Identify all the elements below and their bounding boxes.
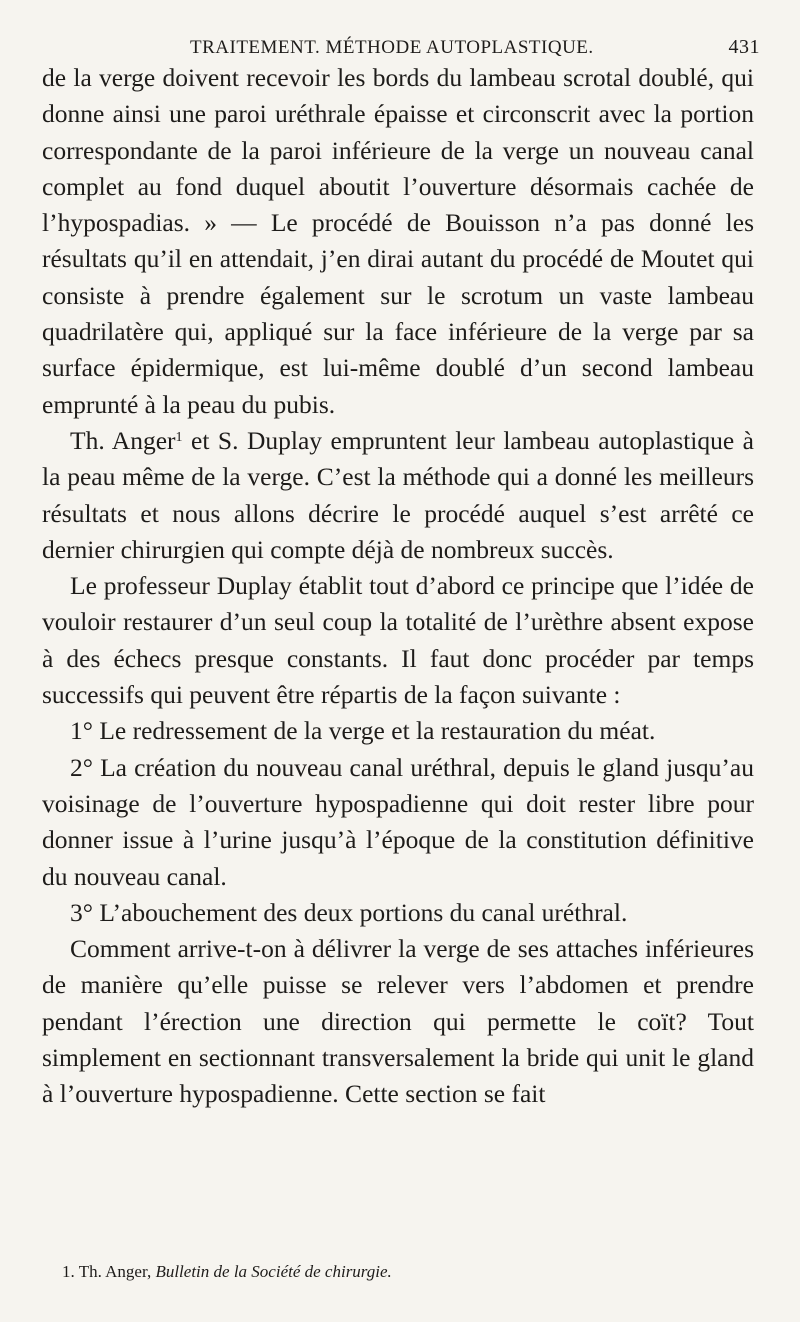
list-item-step-3: 3° L’abouchement des deux portions du canal uréthral. <box>70 897 628 927</box>
page-number: 431 <box>728 36 760 58</box>
list-item-step-2: 2° La création du nouveau canal uréthral, depuis le gland jusqu’au voisinage de l’ouverture hypospadienne qui doit rester libre pour donner issue à l’urine jusqu’à l’époque de la constitution définitive du nouveau canal. <box>42 752 754 891</box>
running-head <box>190 36 760 59</box>
footnote-reference: 1 <box>175 429 183 445</box>
body-text <box>42 60 754 1113</box>
running-title: TRAITEMENT. MÉTHODE AUTOPLASTIQUE. <box>190 37 594 58</box>
footnote-author: Th. Anger, <box>78 1262 152 1281</box>
paragraph-text: et S. Duplay empruntent leur lambeau autoplastique à la peau même de la verge. C’est la méthode qui a donné les meilleurs résultats et nous allons décrire le procédé auquel s’est arrêté ce dernier chirurgien qui compte déjà de nombreux succès. <box>42 425 754 564</box>
footnote-number: 1. <box>62 1262 75 1281</box>
paragraph-text: Th. Anger <box>70 425 176 455</box>
footnote <box>62 1262 762 1282</box>
paragraph-duplay-principle: Le professeur Duplay établit tout d’abord ce principe que l’idée de vouloir restaurer d’un seul coup la totalité de l’urèthre absent expose à des échecs presque constants. Il faut donc procéder par temps successifs qui peuvent être répartis de la façon suivante : <box>42 571 754 710</box>
paragraph-section-method: Comment arrive-t-on à délivrer la verge de ses attaches inférieures de manière qu’elle puisse se relever vers l’abdomen et prendre pendant l’érection une direction qui permette le coït? Tout simplement en sectionnant transversalement la bride qui unit le gland à l’ouverture hypospadienne. Cette section se fait <box>42 934 754 1109</box>
paragraph-continuation: de la verge doivent recevoir les bords du lambeau scrotal doublé, qui donne ainsi une paroi uréthrale épaisse et circonscrit avec la portion correspondante de la paroi inférieure de la verge un nouveau canal complet au fond duquel aboutit l’ouverture désormais cachée de l’hypospadias. » — Le procédé de Bouisson n’a pas donné les résultats qu’il en attendait, j’en dirai autant du procédé de Moutet qui consiste à prendre également sur le scrotum un vaste lambeau quadrilatère qui, appliqué sur la face inférieure de la verge par sa surface épidermique, est lui-même doublé d’un second lambeau emprunté à la peau du pubis. <box>42 63 754 419</box>
paragraph-anger-duplay <box>42 423 754 568</box>
list-item-step-1: 1° Le redressement de la verge et la restauration du méat. <box>70 716 656 746</box>
footnote-work: Bulletin de la Société de chirurgie. <box>155 1262 392 1281</box>
